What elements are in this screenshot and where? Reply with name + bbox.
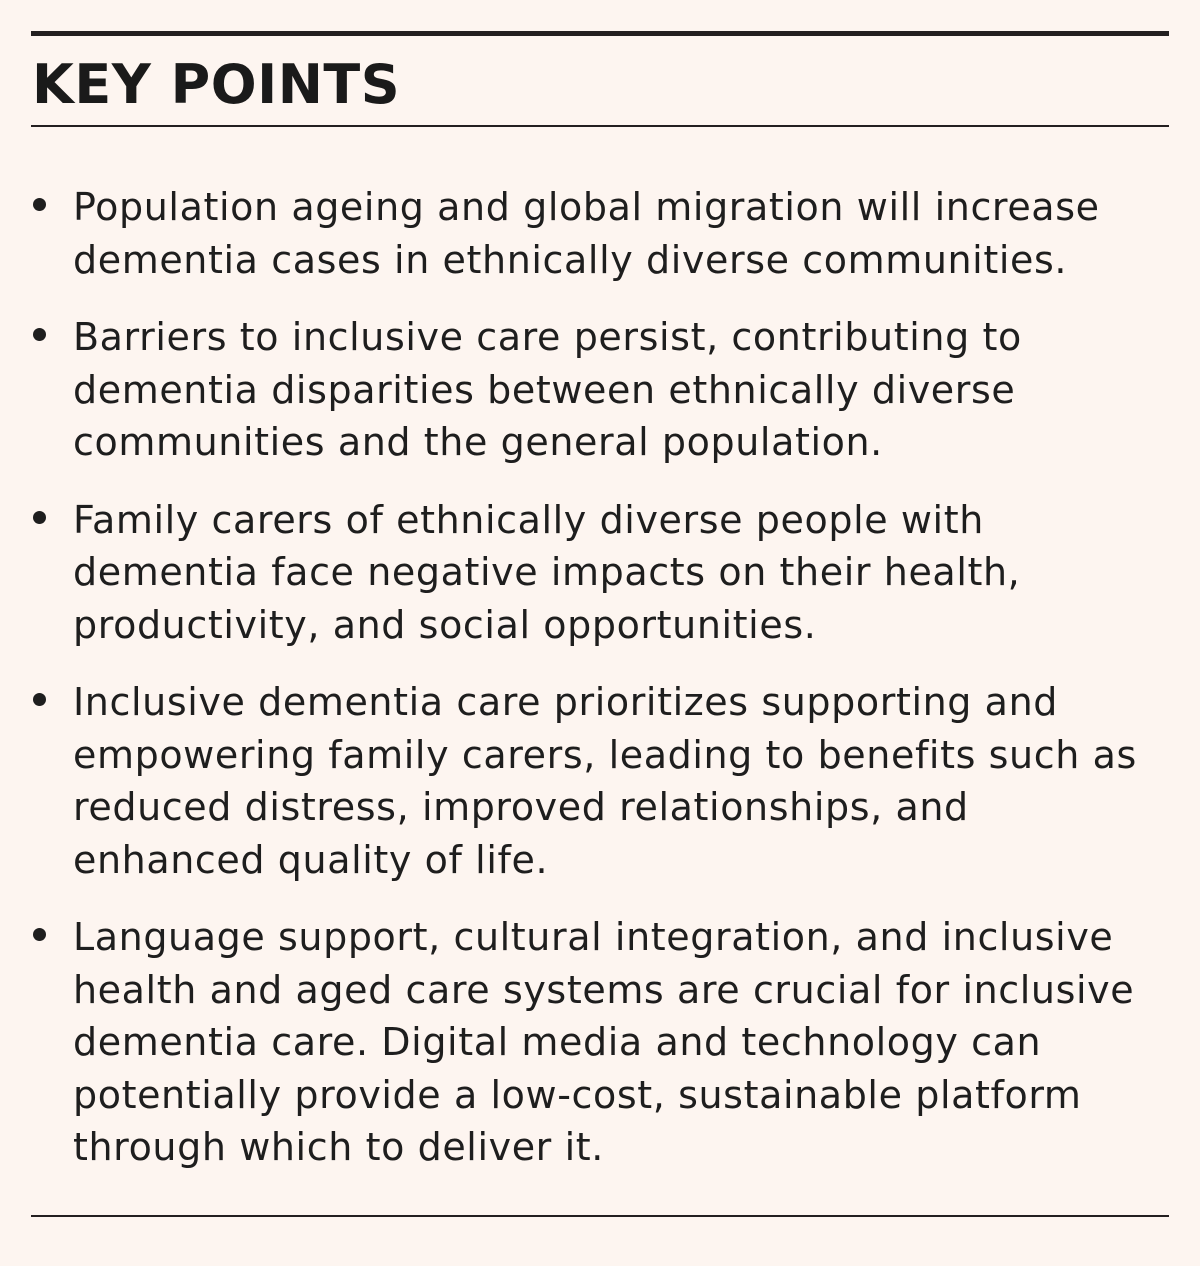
bullet-icon [33,693,46,706]
key-points-heading: KEY POINTS [32,53,401,116]
key-point-item [31,676,1169,886]
key-point-text: Inclusive dementia care prioritizes supporting and empowering family carers, leading to benefits such as reduced distress, improved relationships, and enhanced quality of life. [73,680,1137,882]
bullet-icon [33,511,46,524]
key-point-text: Language support, cultural integration, and inclusive health and aged care systems are crucial for inclusive dementia care. Digital media and technology can potentially provide a low-cost, sustainable platform through which to deliver it. [73,915,1135,1169]
key-point-text: Family carers of ethnically diverse people with dementia face negative impacts on their health, productivity, and social opportunities. [73,497,1021,647]
key-point-text: Population ageing and global migration will increase dementia cases in ethnically diverse communities. [73,185,1100,282]
key-point-text: Barriers to inclusive care persist, contributing to dementia disparities between ethnically diverse communities and the general population. [73,315,1022,464]
key-point-item [31,911,1169,1174]
top-rule [31,31,1169,36]
bullet-icon [33,328,46,341]
key-points-list [31,181,1169,1174]
key-points-box [31,31,1169,1216]
key-point-item [31,181,1169,286]
bullet-icon [33,198,46,211]
bottom-rule [31,1215,1169,1217]
heading-rule [31,125,1169,127]
key-point-item [31,494,1169,652]
bullet-icon [33,928,46,941]
key-point-item [31,311,1169,469]
